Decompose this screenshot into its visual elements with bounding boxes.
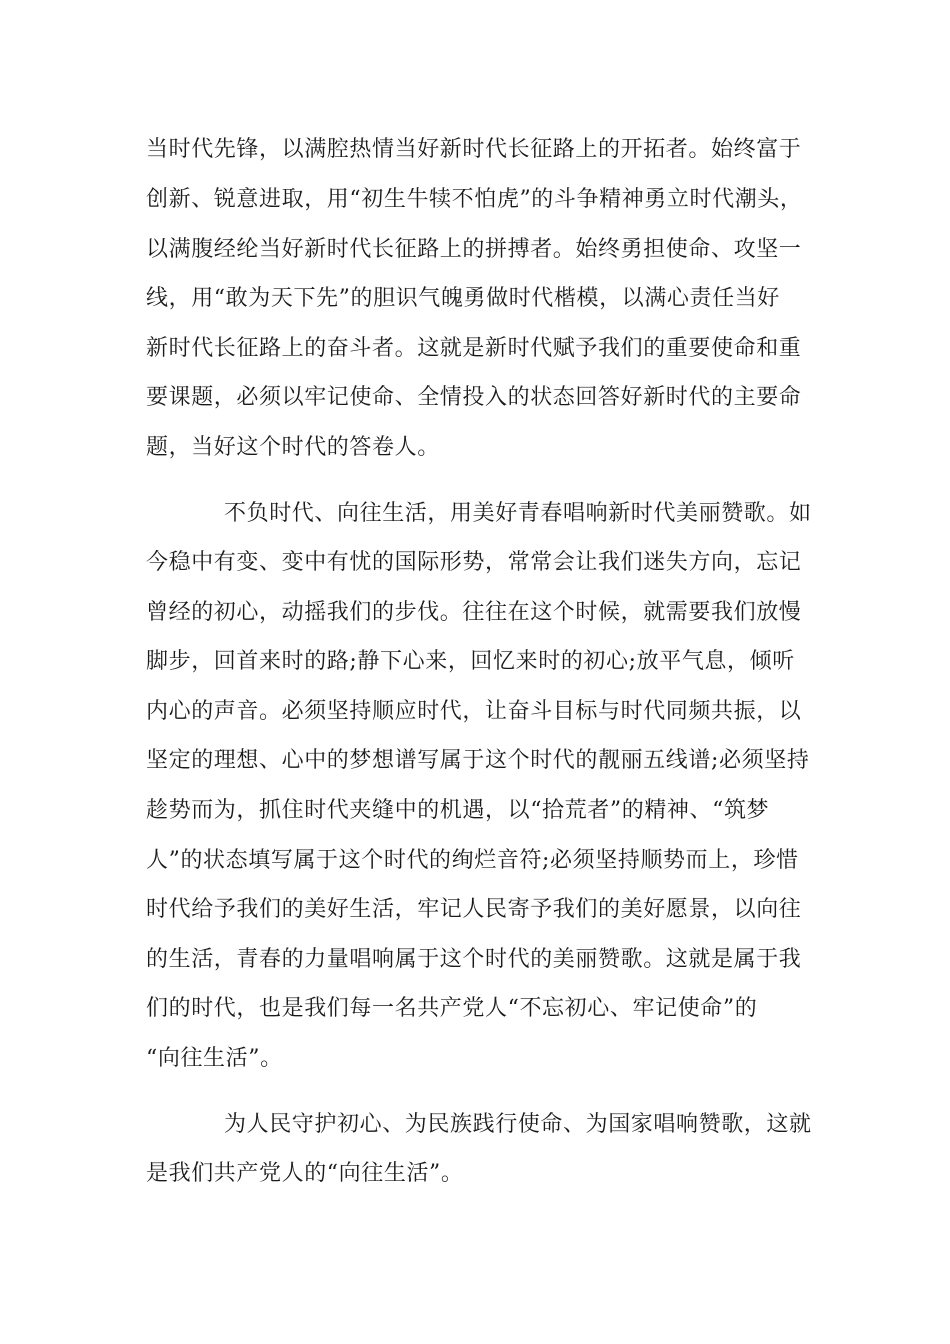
paragraph-2-line-2: 今稳中有变、变中有忧的国际形势，常常会让我们迷失方向，忘记 xyxy=(146,550,802,575)
paragraph-2-line-9: 时代给予我们的美好生活，牢记人民寄予我们的美好愿景，以向往 xyxy=(146,897,802,922)
paragraph-1-line-3: 以满腹经纶当好新时代长征路上的拼搏者。始终勇担使命、攻坚一 xyxy=(146,237,802,262)
paragraph-2-line-1: 不负时代、向往生活，用美好青春唱响新时代美丽赞歌。如 xyxy=(224,501,812,526)
paragraph-2-line-6: 坚定的理想、心中的梦想谱写属于这个时代的靓丽五线谱;必须坚持 xyxy=(146,748,810,773)
paragraph-1-line-5: 新时代长征路上的奋斗者。这就是新时代赋予我们的重要使命和重 xyxy=(146,336,802,361)
paragraph-2-line-11: 们的时代，也是我们每一名共产党人“不忘初心、牢记使命”的 xyxy=(146,996,758,1021)
paragraph-1-line-4: 线，用“敢为天下先”的胆识气魄勇做时代楷模，以满心责任当好 xyxy=(146,286,780,311)
paragraph-3-line-1: 为人民守护初心、为民族践行使命、为国家唱响赞歌，这就 xyxy=(224,1112,812,1137)
paragraph-1-line-7: 题，当好这个时代的答卷人。 xyxy=(146,435,440,460)
paragraph-1-line-1: 当时代先锋，以满腔热情当好新时代长征路上的开拓者。始终富于 xyxy=(146,137,802,162)
paragraph-2-line-4: 脚步，回首来时的路;静下心来，回忆来时的初心;放平气息，倾听 xyxy=(146,649,795,674)
paragraph-2-line-3: 曾经的初心，动摇我们的步伐。往往在这个时候，就需要我们放慢 xyxy=(146,600,802,625)
paragraph-2-line-5: 内心的声音。必须坚持顺应时代，让奋斗目标与时代同频共振，以 xyxy=(146,699,802,724)
paragraph-2-line-12: “向往生活”。 xyxy=(146,1046,283,1071)
paragraph-1-line-6: 要课题，必须以牢记使命、全情投入的状态回答好新时代的主要命 xyxy=(146,385,802,410)
paragraph-2-line-8: 人”的状态填写属于这个时代的绚烂音符;必须坚持顺势而上，珍惜 xyxy=(146,848,799,873)
paragraph-2-line-10: 的生活，青春的力量唱响属于这个时代的美丽赞歌。这就是属于我 xyxy=(146,947,802,972)
paragraph-1-line-2: 创新、锐意进取，用“初生牛犊不怕虎”的斗争精神勇立时代潮头， xyxy=(146,187,803,212)
paragraph-2-line-7: 趁势而为，抓住时代夹缝中的机遇，以“拾荒者”的精神、“筑梦 xyxy=(146,798,770,823)
paragraph-3-line-2: 是我们共产党人的“向往生活”。 xyxy=(146,1161,464,1186)
